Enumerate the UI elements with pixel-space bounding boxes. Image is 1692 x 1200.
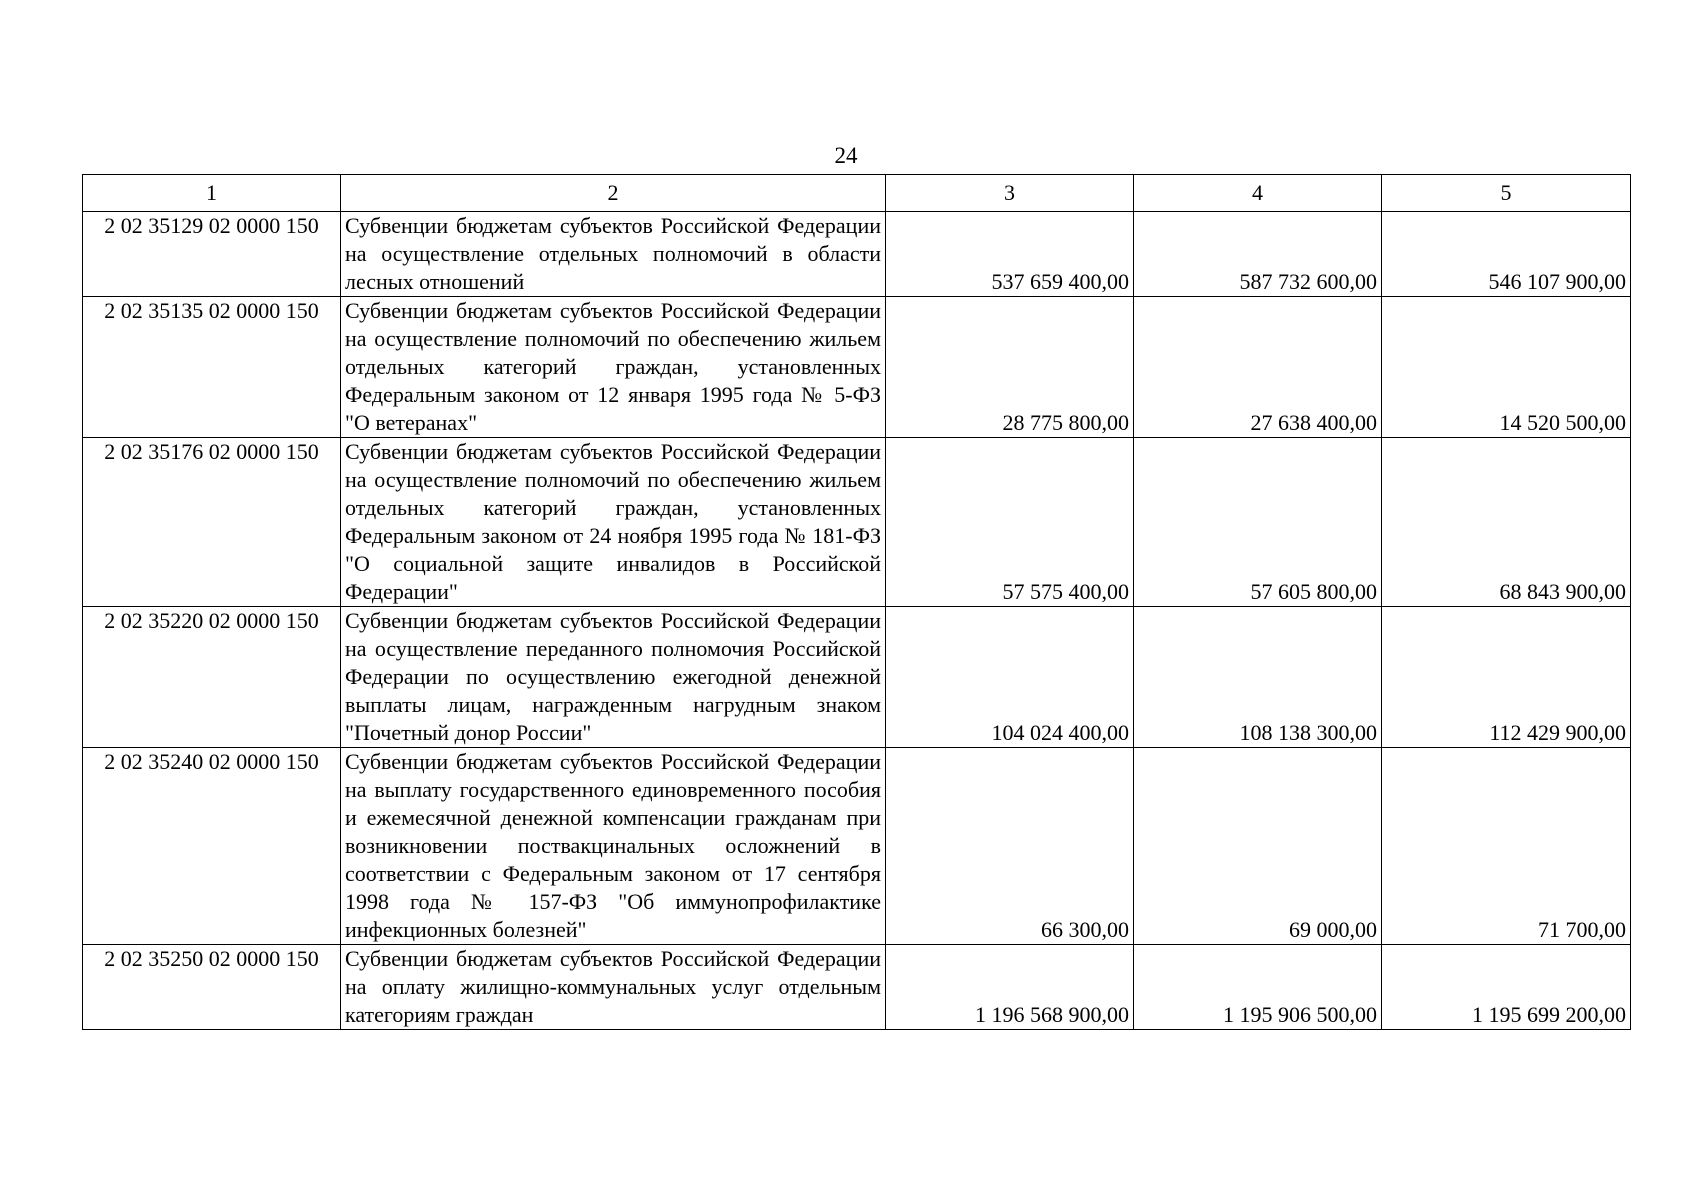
- row-description: Субвенции бюджетам субъектов Российской Федерации на осуществление полномочий по обеспечению жильем отдельных категорий граждан, установленных Федеральным законом от 24 ноября 1995 года № 181-ФЗ "О социальной защите инвалидов в Российской Федерации": [341, 438, 886, 607]
- page-number: 24: [834, 143, 858, 168]
- column-header-1: 1: [83, 175, 341, 212]
- amount-col-4: 1 195 906 500,00: [1134, 945, 1382, 1030]
- amount-col-4: 69 000,00: [1134, 748, 1382, 945]
- table-row: [83, 945, 1631, 1030]
- amount-col-4: 108 138 300,00: [1134, 607, 1382, 748]
- table-row: [83, 438, 1631, 607]
- amount-col-5: 71 700,00: [1382, 748, 1631, 945]
- amount-col-3: 104 024 400,00: [886, 607, 1134, 748]
- amount-col-5: 68 843 900,00: [1382, 438, 1631, 607]
- amount-col-5: 112 429 900,00: [1382, 607, 1631, 748]
- amount-col-3: 66 300,00: [886, 748, 1134, 945]
- amount-col-4: 27 638 400,00: [1134, 297, 1382, 438]
- header-row: [83, 175, 1631, 212]
- table-row: [83, 607, 1631, 748]
- amount-col-5: 546 107 900,00: [1382, 212, 1631, 297]
- amount-col-3: 57 575 400,00: [886, 438, 1134, 607]
- table-row: [83, 212, 1631, 297]
- amount-col-4: 57 605 800,00: [1134, 438, 1382, 607]
- amount-col-4: 587 732 600,00: [1134, 212, 1382, 297]
- amount-col-5: 14 520 500,00: [1382, 297, 1631, 438]
- column-header-5: 5: [1382, 175, 1631, 212]
- budget-code: 2 02 35220 02 0000 150: [83, 607, 341, 748]
- amount-col-3: 1 196 568 900,00: [886, 945, 1134, 1030]
- row-description: Субвенции бюджетам субъектов Российской Федерации на оплату жилищно-коммунальных услуг отдельным категориям граждан: [341, 945, 886, 1030]
- row-description: Субвенции бюджетам субъектов Российской Федерации на осуществление отдельных полномочий в области лесных отношений: [341, 212, 886, 297]
- budget-code: 2 02 35176 02 0000 150: [83, 438, 341, 607]
- budget-code: 2 02 35240 02 0000 150: [83, 748, 341, 945]
- column-header-3: 3: [886, 175, 1134, 212]
- budget-code: 2 02 35250 02 0000 150: [83, 945, 341, 1030]
- row-description: Субвенции бюджетам субъектов Российской Федерации на выплату государственного единовременного пособия и ежемесячной денежной компенсации гражданам при возникновении поствакцинальных осложнений в соответствии с Федеральным законом от 17 сентября 1998 года № 157-ФЗ "Об иммунопрофилактике инфекционных болезней": [341, 748, 886, 945]
- table-row: [83, 297, 1631, 438]
- amount-col-5: 1 195 699 200,00: [1382, 945, 1631, 1030]
- column-header-2: 2: [341, 175, 886, 212]
- table-row: [83, 748, 1631, 945]
- amount-col-3: 28 775 800,00: [886, 297, 1134, 438]
- row-description: Субвенции бюджетам субъектов Российской Федерации на осуществление переданного полномочия Российской Федерации по осуществлению ежегодной денежной выплаты лицам, награжденным нагрудным знаком "Почетный донор России": [341, 607, 886, 748]
- amount-col-3: 537 659 400,00: [886, 212, 1134, 297]
- budget-code: 2 02 35129 02 0000 150: [83, 212, 341, 297]
- row-description: Субвенции бюджетам субъектов Российской Федерации на осуществление полномочий по обеспечению жильем отдельных категорий граждан, установленных Федеральным законом от 12 января 1995 года № 5-ФЗ "О ветеранах": [341, 297, 886, 438]
- budget-code: 2 02 35135 02 0000 150: [83, 297, 341, 438]
- budget-table: [82, 174, 1631, 1030]
- column-header-4: 4: [1134, 175, 1382, 212]
